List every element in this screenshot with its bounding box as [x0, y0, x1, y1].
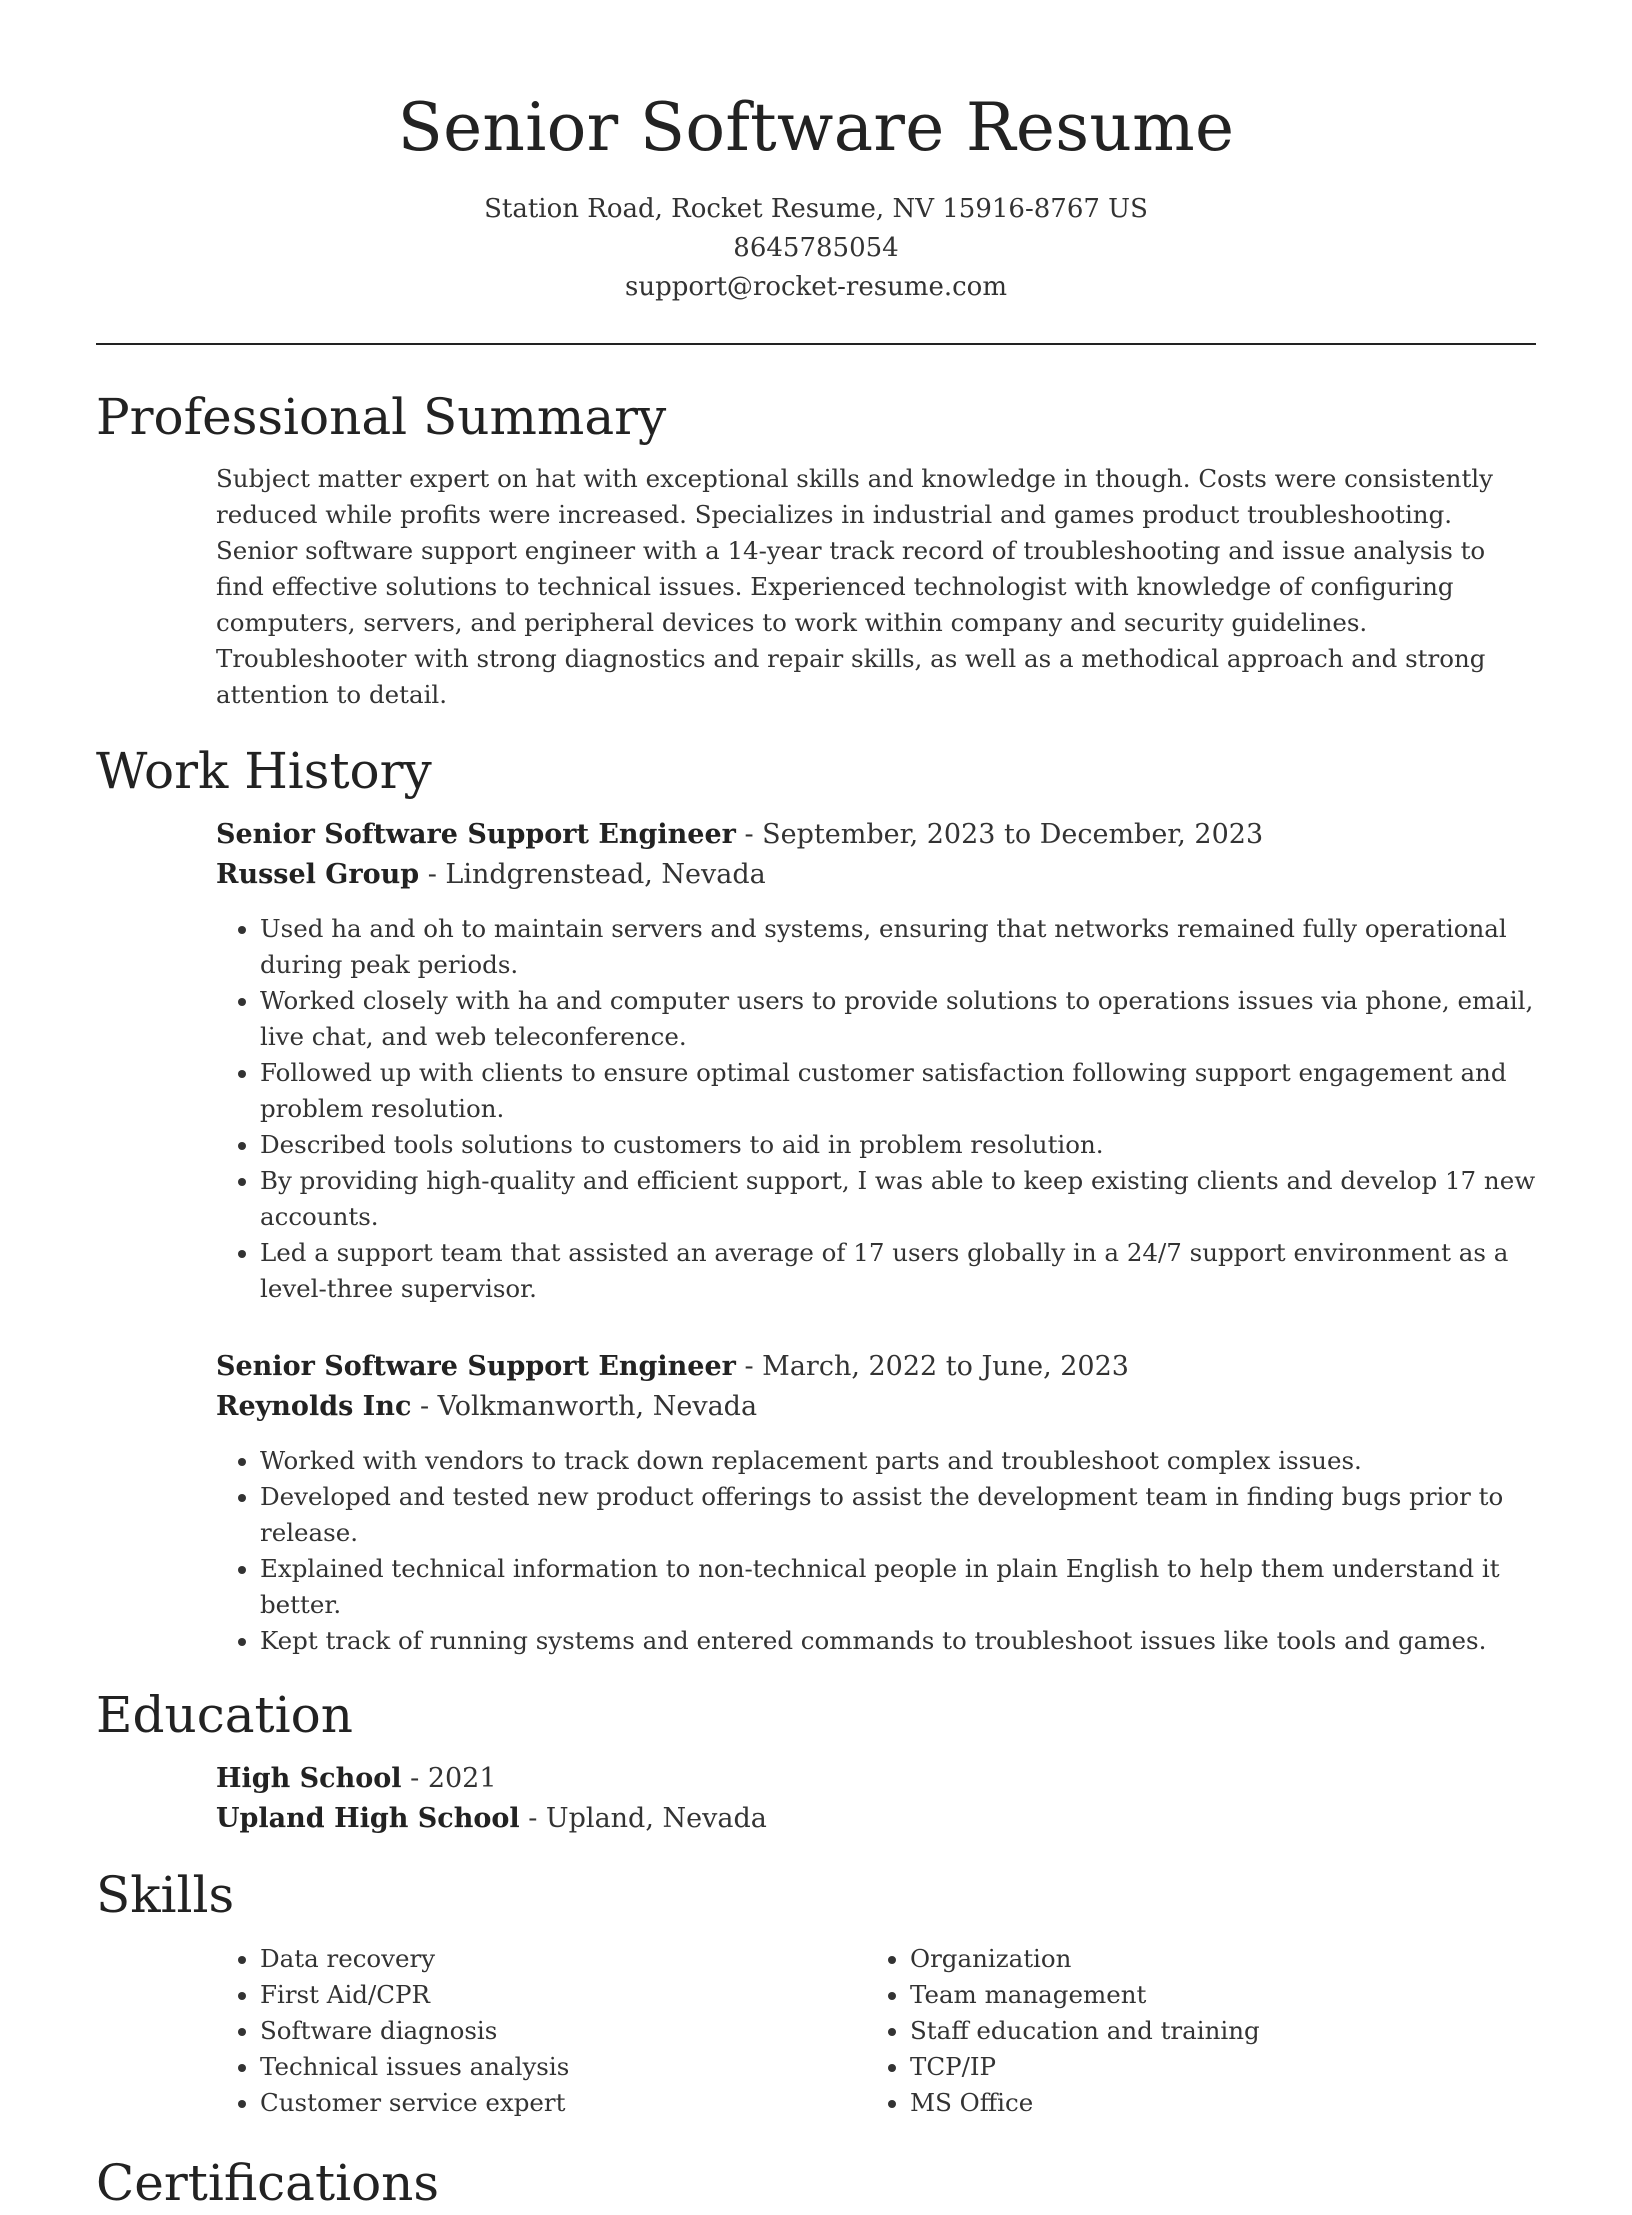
contact-block — [96, 190, 1536, 307]
skills-title: Skills — [96, 1866, 235, 1924]
skill-item: • TCP/IP — [910, 2049, 1516, 2085]
job-location: - Lindgrenstead, Nevada — [419, 859, 766, 890]
job-role: Senior Software Support Engineer — [216, 1351, 736, 1382]
job-title-line — [216, 815, 1536, 855]
job-entry — [216, 815, 1536, 1307]
skill-item: • Technical issues analysis — [260, 2049, 866, 2085]
summary-section — [216, 461, 1536, 713]
job-company: Reynolds Inc — [216, 1391, 412, 1422]
resume-name: Senior Software Resume — [397, 89, 1235, 166]
skills-right-list — [866, 1941, 1516, 2121]
job-dates: - September, 2023 to December, 2023 — [735, 819, 1264, 850]
skills-grid — [216, 1941, 1536, 2121]
job-bullet: • Worked with vendors to track down replacement parts and troubleshoot complex issues. — [260, 1443, 1536, 1479]
job-dates: - March, 2022 to June, 2023 — [735, 1351, 1129, 1382]
skill-item: • Data recovery — [260, 1941, 866, 1977]
work-history-title: Work History — [96, 742, 432, 800]
job-title-line — [216, 1347, 1536, 1387]
education-school-line — [216, 1799, 1536, 1839]
education-location: - Upland, Nevada — [519, 1803, 767, 1834]
education-title: Education — [96, 1686, 353, 1744]
email: support@rocket-resume.com — [624, 272, 1007, 302]
job-bullet: • Worked closely with ha and computer users to provide solutions to operations issues via phone, email, live chat, and web teleconference. — [260, 983, 1536, 1055]
skill-item: • MS Office — [910, 2085, 1516, 2121]
job-company-line — [216, 855, 1536, 895]
skill-item: • Team management — [910, 1977, 1516, 2013]
resume-page — [96, 0, 1536, 2212]
skill-item: • Software diagnosis — [260, 2013, 866, 2049]
skill-item: • Customer service expert — [260, 2085, 866, 2121]
job-role: Senior Software Support Engineer — [216, 819, 736, 850]
resume-header — [96, 0, 1536, 345]
work-history-section — [216, 815, 1536, 1659]
skill-item: • Organization — [910, 1941, 1516, 1977]
job-bullet: • Explained technical information to non-technical people in plain English to help them understand it better. — [260, 1551, 1536, 1623]
job-bullet: • Used ha and oh to maintain servers and systems, ensuring that networks remained fully operational during peak periods. — [260, 911, 1536, 983]
phone: 8645785054 — [733, 233, 899, 263]
skills-left-list — [216, 1941, 866, 2121]
job-bullet: • By providing high-quality and efficient support, I was able to keep existing clients and develop 17 new accounts. — [260, 1163, 1536, 1235]
skill-item: • First Aid/CPR — [260, 1977, 866, 2013]
education-section — [216, 1759, 1536, 1839]
certifications-title: Certifications — [96, 2154, 440, 2212]
header-divider — [96, 343, 1536, 345]
summary-text: Subject matter expert on hat with exceptional skills and knowledge in though. Costs were consistently reduced while profits were increased. Specializes in industrial and games product troubleshooting. Senior software support engineer with a 14-year track record of troubleshooting and issue analysis to find effective solutions to technical issues. Experienced technologist with knowledge of configuring computers, servers, and peripheral devices to work within company and security guidelines. Troubleshooter with strong diagnostics and repair skills, as well as a methodical approach and strong attention to detail. — [216, 464, 1493, 709]
job-bullets — [216, 1443, 1536, 1659]
skills-section — [216, 1941, 1536, 2121]
education-year: - 2021 — [401, 1763, 497, 1794]
job-bullet: • Followed up with clients to ensure optimal customer satisfaction following support engagement and problem resolution. — [260, 1055, 1536, 1127]
address: Station Road, Rocket Resume, NV 15916-8767 US — [484, 194, 1148, 224]
job-entry — [216, 1347, 1536, 1659]
job-bullet: • Kept track of running systems and entered commands to troubleshoot issues like tools and games. — [260, 1623, 1536, 1659]
job-company: Russel Group — [216, 859, 420, 890]
job-bullet: • Described tools solutions to customers to aid in problem resolution. — [260, 1127, 1536, 1163]
summary-title: Professional Summary — [96, 388, 667, 446]
skill-item: • Staff education and training — [910, 2013, 1516, 2049]
job-company-line — [216, 1387, 1536, 1427]
job-location: - Volkmanworth, Nevada — [411, 1391, 758, 1422]
education-degree: High School — [216, 1763, 402, 1794]
education-degree-line — [216, 1759, 1536, 1799]
job-bullet: • Led a support team that assisted an average of 17 users globally in a 24/7 support environment as a level-three supervisor. — [260, 1235, 1536, 1307]
job-bullets — [216, 911, 1536, 1307]
education-school: Upland High School — [216, 1803, 520, 1834]
job-bullet: • Developed and tested new product offerings to assist the development team in finding bugs prior to release. — [260, 1479, 1536, 1551]
